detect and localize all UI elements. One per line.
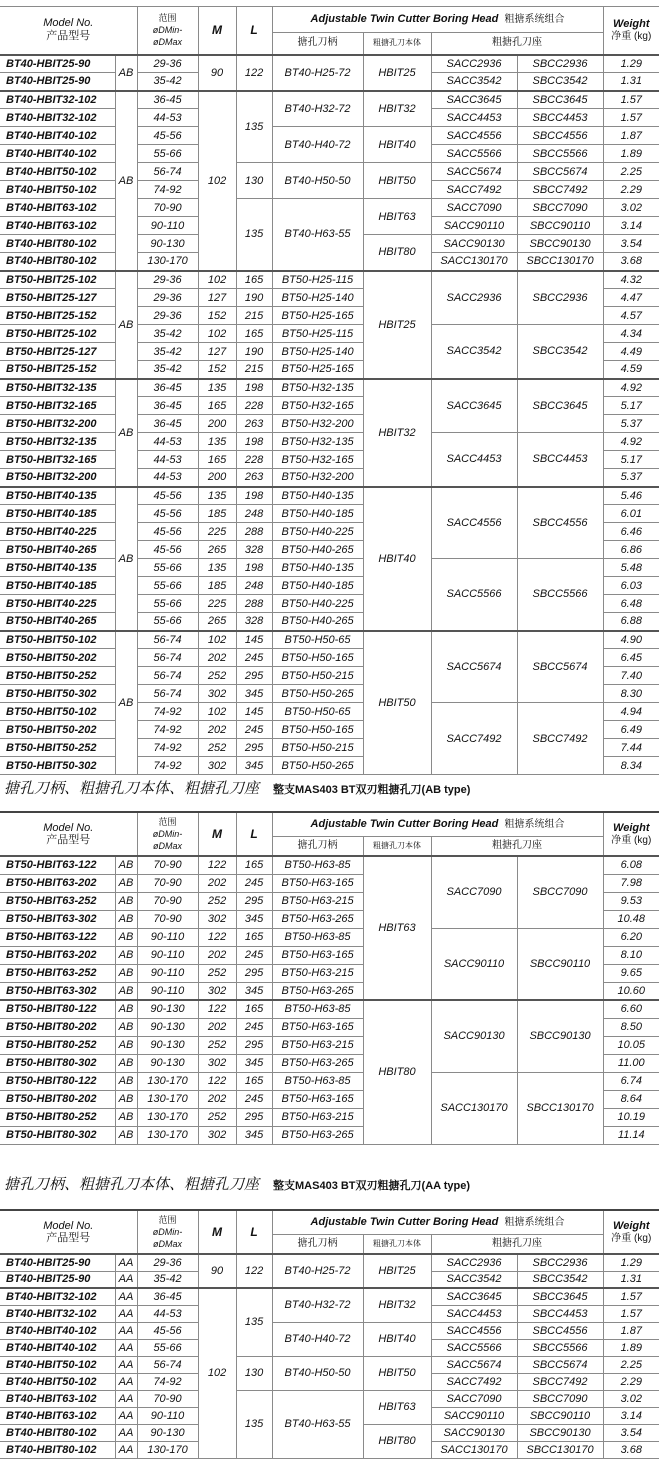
table-row: BT40-HBIT32-102 AA 44-53 SACC4453 SBCC4453 1.57 — [0, 1305, 659, 1322]
header-l: L — [236, 7, 272, 55]
table-row: BT50-HBIT80-302 AB 90-130 302 345 BT50-H63-265 11.00 — [0, 1054, 659, 1072]
table-row: BT50-HBIT40-185 55-66 185 248 BT50-H40-185 6.03 — [0, 577, 659, 595]
caption-ab: 搪孔刀柄、粗搪孔刀本体、粗搪孔刀座 整支MAS403 BT双刃粗搪孔刀(AB type) — [4, 780, 471, 797]
table-row: BT50-HBIT25-127 29-36 127 190 BT50-H25-140 4.47 — [0, 289, 659, 307]
table-row: BT40-HBIT25-90 AA 35-42 SACC3542 SBCC3542 1.31 — [0, 1271, 659, 1288]
header-range: 范围 øDMin- øDMax — [137, 812, 198, 856]
header-m: M — [198, 7, 236, 55]
table-row: BT50-HBIT50-302 56-74 302 345 BT50-H50-265 8.30 — [0, 685, 659, 703]
header-group-title: Adjustable Twin Cutter Boring Head 粗搪系统组合 — [272, 812, 603, 836]
header-l: L — [236, 1210, 272, 1254]
table-aa-bt40 — [0, 1209, 659, 1459]
header-model: Model No. 产品型号 — [0, 812, 137, 856]
table-row: BT50-HBIT63-252 AB 90-110 252 295 BT50-H63-215 9.65 — [0, 964, 659, 982]
header-shank: 搪孔刀柄 — [272, 836, 363, 856]
table-row: BT40-HBIT40-102 45-56 BT40-H40-72 HBIT40 SACC4556 SBCC4556 1.87 — [0, 127, 659, 145]
table-row: BT50-HBIT32-135 44-53 135 198 BT50-H32-135 SACC4453 SBCC4453 4.92 — [0, 433, 659, 451]
table-row: BT40-HBIT40-102 AA 45-56 BT40-H40-72 HBIT40 SACC4556 SBCC4556 1.87 — [0, 1322, 659, 1339]
table-row: BT50-HBIT50-102 AB 56-74 102 145 BT50-H50-65 HBIT50 SACC5674 SBCC5674 4.90 — [0, 631, 659, 649]
header-body: 粗搪孔刀本体 — [363, 836, 431, 856]
header-weight: Weight 净重 (kg) — [603, 812, 659, 856]
table-row: BT50-HBIT63-202 AB 70-90 202 245 BT50-H63-165 7.98 — [0, 874, 659, 892]
table-row: BT40-HBIT80-102 130-170 SACC130170 SBCC130170 3.68 — [0, 253, 659, 271]
table-row: BT50-HBIT40-225 55-66 225 288 BT50-H40-225 6.48 — [0, 595, 659, 613]
table-row: BT50-HBIT80-122 AB 130-170 122 165 BT50-H63-85 SACC130170 SBCC130170 6.74 — [0, 1072, 659, 1090]
table-row: BT50-HBIT80-302 AB 130-170 302 345 BT50-H63-265 11.14 — [0, 1126, 659, 1144]
header-seat: 粗搪孔刀座 — [431, 33, 603, 55]
table-row: BT50-HBIT63-122 AB 90-110 122 165 BT50-H63-85 SACC90110 SBCC90110 6.20 — [0, 928, 659, 946]
header-body: 粗搪孔刀本体 — [363, 33, 431, 55]
table-row: BT40-HBIT50-102 74-92 SACC7492 SBCC7492 2.29 — [0, 181, 659, 199]
table-row: BT50-HBIT80-202 AB 130-170 202 245 BT50-H63-165 8.64 — [0, 1090, 659, 1108]
header-shank: 搪孔刀柄 — [272, 33, 363, 55]
table-row: BT40-HBIT63-102 70-90 135 BT40-H63-55 HBIT63 SACC7090 SBCC7090 3.02 — [0, 199, 659, 217]
table-row: BT50-HBIT80-202 AB 90-130 202 245 BT50-H63-165 8.50 — [0, 1018, 659, 1036]
table-row: BT50-HBIT25-127 35-42 127 190 BT50-H25-140 4.49 — [0, 343, 659, 361]
header-l: L — [236, 812, 272, 856]
table-row: BT40-HBIT25-90 AB 29-36 90 122 BT40-H25-72 HBIT25 SACC2936 SBCC2936 1.29 — [0, 55, 659, 73]
table-row: BT50-HBIT32-200 44-53 200 263 BT50-H32-200 5.37 — [0, 469, 659, 487]
table-row: BT50-HBIT32-200 36-45 200 263 BT50-H32-200 5.37 — [0, 415, 659, 433]
table-row: BT50-HBIT25-102 35-42 102 165 BT50-H25-115 SACC3542 SBCC3542 4.34 — [0, 325, 659, 343]
header-model: Model No. 产品型号 — [0, 7, 137, 55]
table-row: BT40-HBIT80-102 90-130 HBIT80 SACC90130 SBCC90130 3.54 — [0, 235, 659, 253]
header-group-title: Adjustable Twin Cutter Boring Head 粗搪系统组合 — [272, 7, 603, 33]
table-row: BT40-HBIT32-102 AA 36-45 102 135 BT40-H32-72 HBIT32 SACC3645 SBCC3645 1.57 — [0, 1288, 659, 1305]
table-row: BT50-HBIT50-202 56-74 202 245 BT50-H50-165 6.45 — [0, 649, 659, 667]
table-row: BT50-HBIT50-102 74-92 102 145 BT50-H50-65 SACC7492 SBCC7492 4.94 — [0, 703, 659, 721]
table-row: BT50-HBIT32-135 AB 36-45 135 198 BT50-H32-135 HBIT32 SACC3645 SBCC3645 4.92 — [0, 379, 659, 397]
table-row: BT40-HBIT40-102 55-66 SACC5566 SBCC5566 1.89 — [0, 145, 659, 163]
table-row: BT50-HBIT63-202 AB 90-110 202 245 BT50-H63-165 8.10 — [0, 946, 659, 964]
header-m: M — [198, 1210, 236, 1254]
table-ab-bt50-large — [0, 811, 659, 1145]
table-row: BT50-HBIT40-135 AB 45-56 135 198 BT50-H40-135 HBIT40 SACC4556 SBCC4556 5.46 — [0, 487, 659, 505]
table-row: BT50-HBIT50-202 74-92 202 245 BT50-H50-165 6.49 — [0, 721, 659, 739]
table-row: BT50-HBIT25-152 35-42 152 215 BT50-H25-165 4.59 — [0, 361, 659, 379]
table-row: BT50-HBIT40-185 45-56 185 248 BT50-H40-185 6.01 — [0, 505, 659, 523]
table-row: BT40-HBIT63-102 AA 70-90 135 BT40-H63-55 HBIT63 SACC7090 SBCC7090 3.02 — [0, 1390, 659, 1407]
table-ab-main — [0, 6, 659, 775]
table-row: BT50-HBIT25-102 AB 29-36 102 165 BT50-H25-115 HBIT25 SACC2936 SBCC2936 4.32 — [0, 271, 659, 289]
header-m: M — [198, 812, 236, 856]
table-row: BT50-HBIT32-165 36-45 165 228 BT50-H32-165 5.17 — [0, 397, 659, 415]
table-row: BT50-HBIT63-252 AB 70-90 252 295 BT50-H63-215 9.53 — [0, 892, 659, 910]
header-shank: 搪孔刀柄 — [272, 1234, 363, 1254]
table-row: BT50-HBIT40-135 55-66 135 198 BT50-H40-135 SACC5566 SBCC5566 5.48 — [0, 559, 659, 577]
header-weight: Weight 净重 (kg) — [603, 1210, 659, 1254]
table-row: BT40-HBIT63-102 90-110 SACC90110 SBCC90110 3.14 — [0, 217, 659, 235]
caption-aa: 搪孔刀柄、粗搪孔刀本体、粗搪孔刀座 整支MAS403 BT双刃粗搪孔刀(AA type) — [4, 1176, 471, 1193]
table-row: BT40-HBIT25-90 AA 29-36 90 122 BT40-H25-72 HBIT25 SACC2936 SBCC2936 1.29 — [0, 1254, 659, 1271]
header-range: 范围 øDMin- øDMax — [137, 7, 198, 55]
table-row: BT50-HBIT80-252 AB 90-130 252 295 BT50-H63-215 10.05 — [0, 1036, 659, 1054]
table-row: BT40-HBIT40-102 AA 55-66 SACC5566 SBCC5566 1.89 — [0, 1339, 659, 1356]
table-row: BT40-HBIT50-102 56-74 130 BT40-H50-50 HBIT50 SACC5674 SBCC5674 2.25 — [0, 163, 659, 181]
header-range: 范围 øDMin- øDMax — [137, 1210, 198, 1254]
table-row: BT40-HBIT80-102 AA 90-130 HBIT80 SACC90130 SBCC90130 3.54 — [0, 1424, 659, 1441]
table-row: BT50-HBIT32-165 44-53 165 228 BT50-H32-165 5.17 — [0, 451, 659, 469]
table-row: BT40-HBIT50-102 AA 56-74 130 BT40-H50-50 HBIT50 SACC5674 SBCC5674 2.25 — [0, 1356, 659, 1373]
table-row: BT40-HBIT80-102 AA 130-170 SACC130170 SBCC130170 3.68 — [0, 1441, 659, 1458]
table-row: BT50-HBIT25-152 29-36 152 215 BT50-H25-165 4.57 — [0, 307, 659, 325]
header-seat: 粗搪孔刀座 — [431, 1234, 603, 1254]
table-row: BT50-HBIT40-265 45-56 265 328 BT50-H40-265 6.86 — [0, 541, 659, 559]
table-row: BT40-HBIT25-90 35-42 SACC3542 SBCC3542 1.31 — [0, 73, 659, 91]
table-row: BT50-HBIT40-265 55-66 265 328 BT50-H40-265 6.88 — [0, 613, 659, 631]
table-row: BT50-HBIT40-225 45-56 225 288 BT50-H40-225 6.46 — [0, 523, 659, 541]
table-row: BT40-HBIT32-102 AB 36-45 102 135 BT40-H32-72 HBIT32 SACC3645 SBCC3645 1.57 — [0, 91, 659, 109]
table-row: BT50-HBIT63-302 AB 70-90 302 345 BT50-H63-265 10.48 — [0, 910, 659, 928]
header-body: 粗搪孔刀本体 — [363, 1234, 431, 1254]
table-row: BT50-HBIT50-252 56-74 252 295 BT50-H50-215 7.40 — [0, 667, 659, 685]
header-weight: Weight 净重 (kg) — [603, 7, 659, 55]
table-row: BT40-HBIT63-102 AA 90-110 SACC90110 SBCC90110 3.14 — [0, 1407, 659, 1424]
table-row: BT50-HBIT50-302 74-92 302 345 BT50-H50-265 8.34 — [0, 757, 659, 775]
header-model: Model No. 产品型号 — [0, 1210, 137, 1254]
table-row: BT50-HBIT63-302 AB 90-110 302 345 BT50-H63-265 10.60 — [0, 982, 659, 1000]
table-row: BT50-HBIT80-252 AB 130-170 252 295 BT50-H63-215 10.19 — [0, 1108, 659, 1126]
table-row: BT40-HBIT50-102 AA 74-92 SACC7492 SBCC7492 2.29 — [0, 1373, 659, 1390]
table-row: BT50-HBIT80-122 AB 90-130 122 165 BT50-H63-85 HBIT80 SACC90130 SBCC90130 6.60 — [0, 1000, 659, 1018]
table-row: BT50-HBIT63-122 AB 70-90 122 165 BT50-H63-85 HBIT63 SACC7090 SBCC7090 6.08 — [0, 856, 659, 874]
header-group-title: Adjustable Twin Cutter Boring Head 粗搪系统组合 — [272, 1210, 603, 1234]
table-row: BT40-HBIT32-102 44-53 SACC4453 SBCC4453 1.57 — [0, 109, 659, 127]
table-row: BT50-HBIT50-252 74-92 252 295 BT50-H50-215 7.44 — [0, 739, 659, 757]
header-seat: 粗搪孔刀座 — [431, 836, 603, 856]
